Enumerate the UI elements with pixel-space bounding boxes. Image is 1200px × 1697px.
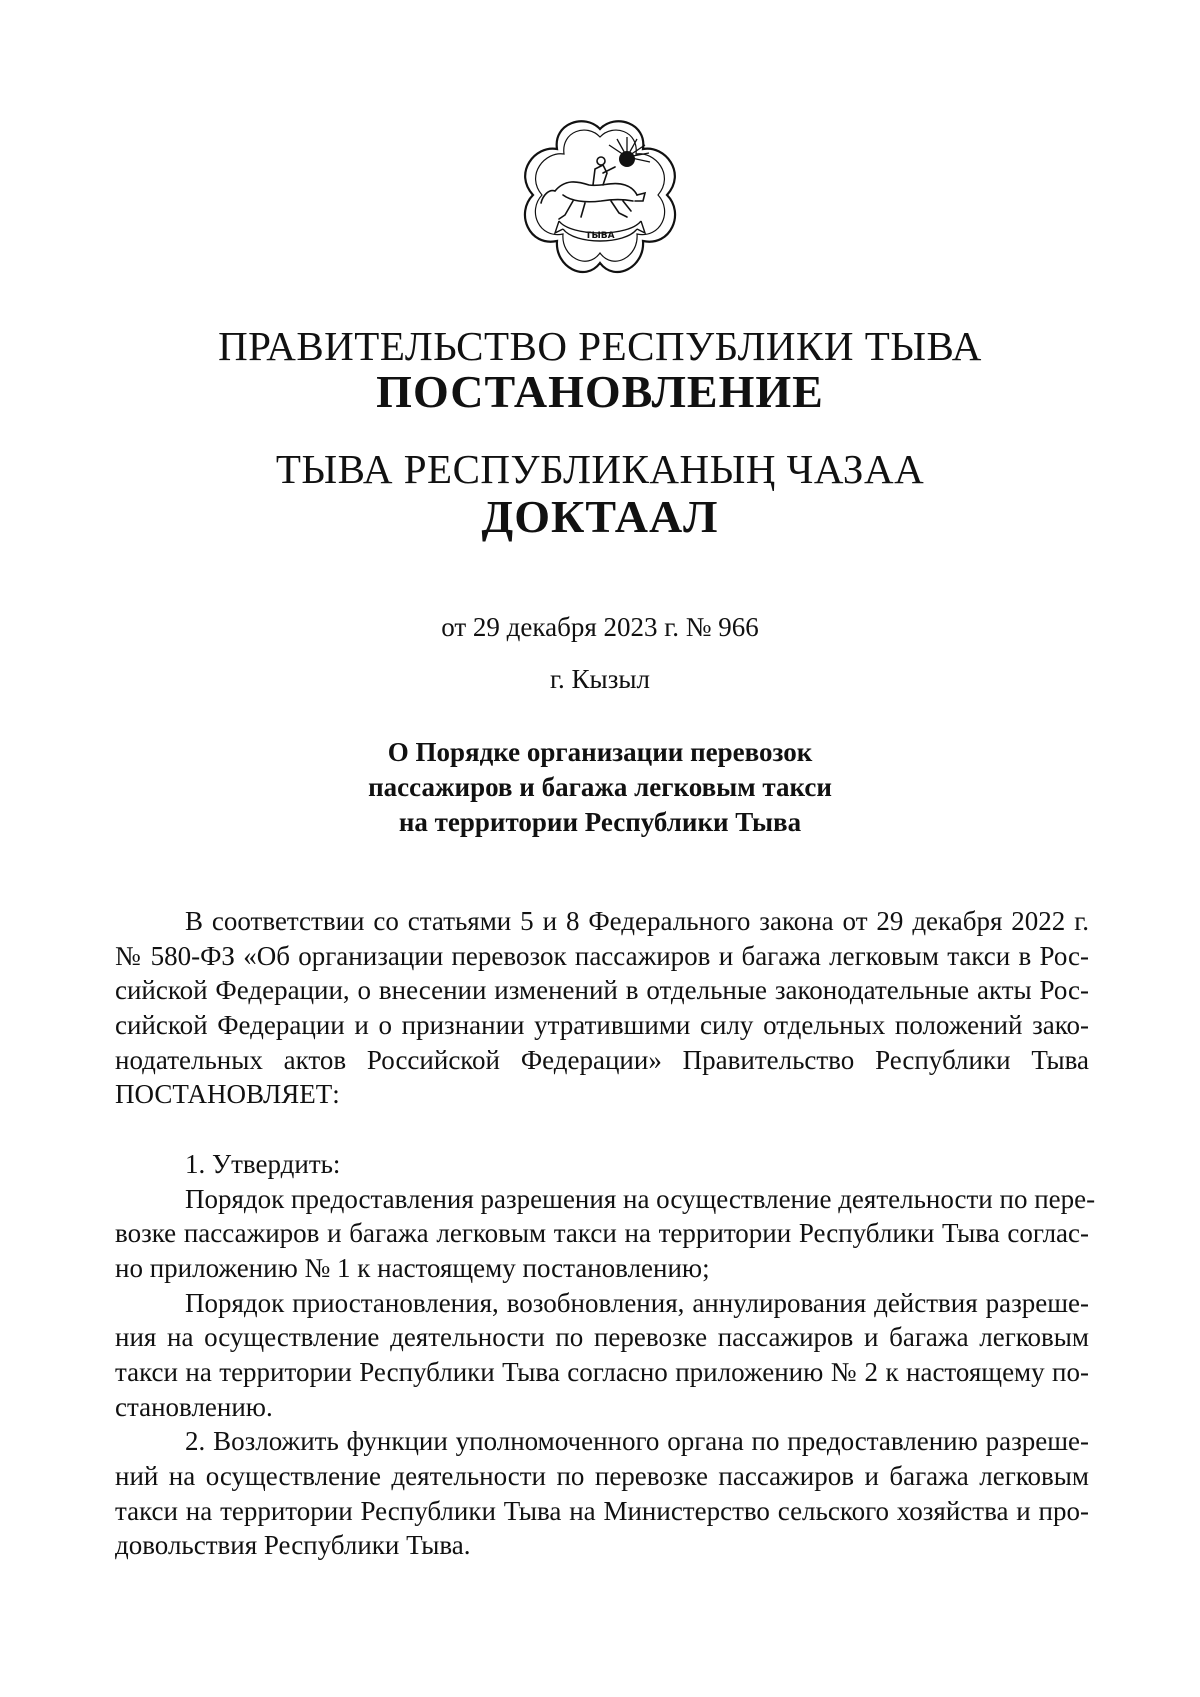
government-name-tyv: ТЫВА РЕСПУБЛИКАНЫҢ ЧАЗАА: [275, 446, 925, 492]
text-line: становлению.: [115, 1391, 273, 1422]
text-line: сийской Федерации и о признании утратившими силу отдельных положений зако-: [115, 1010, 1089, 1041]
text-line: такси на территории Республики Тыва на Министерство сельского хозяйства и про-: [115, 1495, 1089, 1526]
text-line: 2. Возложить функции уполномоченного органа по предоставлению разреше-: [185, 1426, 1089, 1457]
document-date-number: от 29 декабря 2023 г. № 966: [441, 612, 759, 642]
text-line: В соответствии со статьями 5 и 8 Федерального закона от 29 декабря 2022 г.: [185, 906, 1089, 936]
text-line: ния на осуществление деятельности по перевозке пассажиров и багажа легковым: [115, 1322, 1089, 1353]
text-line: Порядок приостановления, возобновления, аннулирования действия разреше-: [185, 1287, 1089, 1318]
text-line: ПОСТАНОВЛЯЕТ:: [115, 1079, 340, 1110]
text-line: довольствия Республики Тыва.: [115, 1530, 471, 1561]
title-line: на территории Республики Тыва: [398, 807, 802, 837]
text-line: возке пассажиров и багажа легковым такси на территории Республики Тыва соглас-: [115, 1218, 1089, 1249]
item-1-heading: 1. Утвердить:: [185, 1148, 341, 1179]
text-line: такси на территории Республики Тыва согласно приложению № 2 к настоящему по-: [115, 1356, 1089, 1387]
text-line: № 580-ФЗ «Об организации перевозок пассажиров и багажа легковым такси в Рос-: [115, 940, 1089, 971]
title-line: пассажиров и багажа легковым такси: [368, 772, 832, 802]
svg-text:ТЫВА: ТЫВА: [585, 231, 615, 241]
coat-of-arms-tuva-icon: [515, 115, 685, 285]
item-1-subparagraph-1: [115, 1182, 1096, 1286]
item-1-subparagraph-2: [115, 1286, 1089, 1425]
document-type-ru: ПОСТАНОВЛЕНИЕ: [376, 366, 824, 417]
document-city: г. Кызыл: [550, 664, 650, 694]
document-body: [115, 904, 1096, 1563]
preamble-paragraph: [115, 904, 1089, 1112]
text-line: нодательных актов Российской Федерации» Правительство Республики Тыва: [115, 1044, 1089, 1075]
text-line: сийской Федерации, о внесении изменений в отдельные законодательные акты Рос-: [115, 975, 1089, 1006]
document-type-tyv: ДОКТААЛ: [481, 491, 719, 542]
item-2-paragraph: [115, 1424, 1089, 1563]
document-title: [0, 735, 1200, 840]
text-line: Порядок предоставления разрешения на осуществление деятельности по пере-: [185, 1183, 1096, 1214]
text-line: ний на осуществление деятельности по перевозке пассажиров и багажа легковым: [115, 1461, 1089, 1491]
government-name-ru: ПРАВИТЕЛЬСТВО РЕСПУБЛИКИ ТЫВА: [218, 323, 982, 369]
text-line: но приложению № 1 к настоящему постановлению;: [115, 1252, 710, 1283]
title-line: О Порядке организации перевозок: [387, 737, 813, 767]
